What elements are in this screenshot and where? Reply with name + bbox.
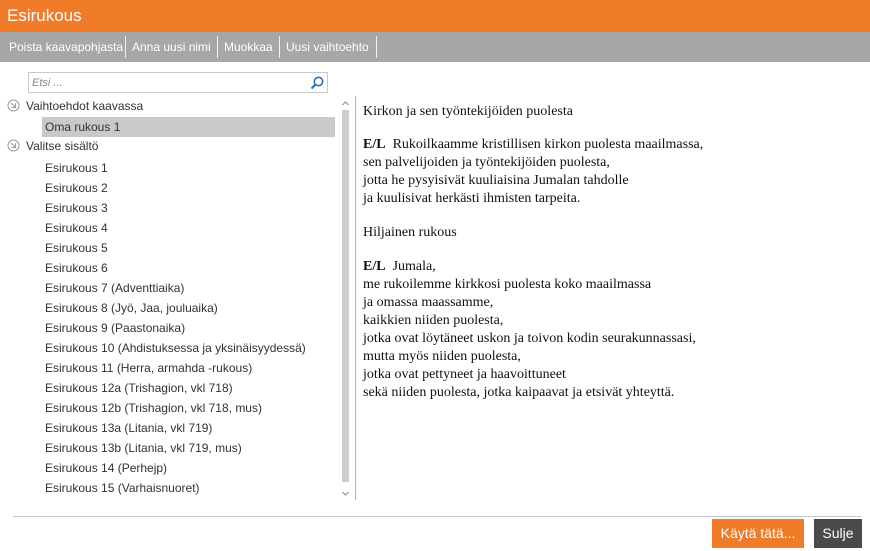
tree-item[interactable]: Esirukous 12a (Trishagion, vkl 718) — [45, 381, 233, 395]
search-icon[interactable] — [309, 75, 325, 91]
remove-from-template-button[interactable]: Poista kaavapohjasta — [9, 40, 124, 54]
footer-divider — [13, 516, 862, 517]
tree-item[interactable]: Esirukous 9 (Paastonaika) — [45, 321, 186, 335]
preview-line: jotka ovat löytäneet uskon ja toivon kodin seurakunnassasi, — [363, 331, 696, 346]
toolbar-separator — [279, 36, 280, 58]
preview-line: me rukoilemme kirkkosi puolesta koko maailmassa — [363, 277, 652, 292]
scroll-up-arrow-icon[interactable] — [341, 97, 350, 106]
preview-line-text: Jumala, — [392, 259, 436, 274]
tree-item[interactable]: Esirukous 7 (Adventtiaika) — [45, 281, 185, 295]
content-tree — [0, 96, 340, 500]
preview-line: sekä niiden puolesta, jotka kaipaavat ja etsivät yhteyttä. — [363, 385, 675, 400]
new-option-button[interactable]: Uusi vaihtoehto — [286, 40, 369, 54]
toolbar — [0, 32, 870, 62]
search-input[interactable] — [32, 74, 304, 91]
tree-item[interactable]: Esirukous 10 (Ahdistuksessa ja yksinäisyydessä) — [45, 341, 306, 355]
preview-line: jotta he pysyisivät kuuliaisina Jumalan tahdolle — [363, 173, 629, 188]
collapse-icon[interactable] — [7, 99, 20, 112]
preview-line — [363, 258, 436, 276]
tree-item[interactable]: Esirukous 12b (Trishagion, vkl 718, mus) — [45, 401, 262, 415]
tree-item[interactable]: Esirukous 8 (Jyö, Jaa, jouluaika) — [45, 301, 218, 315]
pane-divider — [355, 96, 356, 500]
tree-item[interactable]: Esirukous 4 — [45, 221, 108, 235]
toolbar-separator — [217, 36, 218, 58]
close-button[interactable]: Sulje — [814, 519, 862, 548]
preview-heading: Kirkon ja sen työntekijöiden puolesta — [363, 104, 573, 119]
preview-subheading: Hiljainen rukous — [363, 225, 457, 240]
tree-item[interactable]: Esirukous 13b (Litania, vkl 719, mus) — [45, 441, 242, 455]
tree-group-label: Valitse sisältö — [26, 139, 99, 153]
preview-line-text: Rukoilkaamme kristillisen kirkon puolesta maailmassa, — [392, 137, 704, 152]
tree-item[interactable]: Esirukous 2 — [45, 181, 108, 195]
tree-item[interactable]: Esirukous 13a (Litania, vkl 719) — [45, 421, 213, 435]
speaker-role: E/L — [363, 137, 386, 152]
preview-line — [363, 136, 703, 154]
preview-line: ja kuulisivat herkästi ihmisten tarpeita. — [363, 191, 581, 206]
tree-item[interactable]: Esirukous 15 (Varhaisnuoret) — [45, 481, 200, 495]
prayer-preview — [363, 100, 863, 500]
tree-scrollbar[interactable] — [340, 96, 351, 498]
tree-item[interactable]: Esirukous 14 (Perhejp) — [45, 461, 168, 475]
preview-line: mutta myös niiden puolesta, — [363, 349, 521, 364]
tree-item[interactable]: Esirukous 5 — [45, 241, 108, 255]
toolbar-separator — [125, 36, 126, 58]
collapse-icon[interactable] — [7, 139, 20, 152]
preview-line: ja omassa maassamme, — [363, 295, 494, 310]
title-bar — [0, 0, 870, 32]
tree-item[interactable]: Esirukous 1 — [45, 161, 108, 175]
scrollbar-thumb[interactable] — [342, 110, 349, 482]
edit-button[interactable]: Muokkaa — [224, 40, 273, 54]
tree-group-header[interactable] — [0, 96, 340, 116]
tree-group-label: Vaihtoehdot kaavassa — [26, 99, 144, 113]
toolbar-separator — [376, 36, 377, 58]
speaker-role: E/L — [363, 259, 386, 274]
tree-group-header[interactable] — [0, 136, 340, 156]
preview-line: jotka ovat pettyneet ja haavoittuneet — [363, 367, 566, 382]
tree-item[interactable]: Esirukous 3 — [45, 201, 108, 215]
window-title: Esirukous — [7, 6, 82, 25]
tree-item[interactable]: Esirukous 11 (Herra, armahda -rukous) — [45, 361, 253, 375]
preview-line: sen palvelijoiden ja työntekijöiden puolesta, — [363, 155, 610, 170]
scroll-down-arrow-icon[interactable] — [341, 487, 350, 496]
use-this-button[interactable]: Käytä tätä... — [712, 519, 804, 548]
search-box — [28, 72, 328, 93]
preview-line: kaikkien niiden puolesta, — [363, 313, 504, 328]
rename-button[interactable]: Anna uusi nimi — [132, 40, 211, 54]
tree-item[interactable]: Oma rukous 1 — [42, 117, 335, 137]
tree-item[interactable]: Esirukous 6 — [45, 261, 108, 275]
